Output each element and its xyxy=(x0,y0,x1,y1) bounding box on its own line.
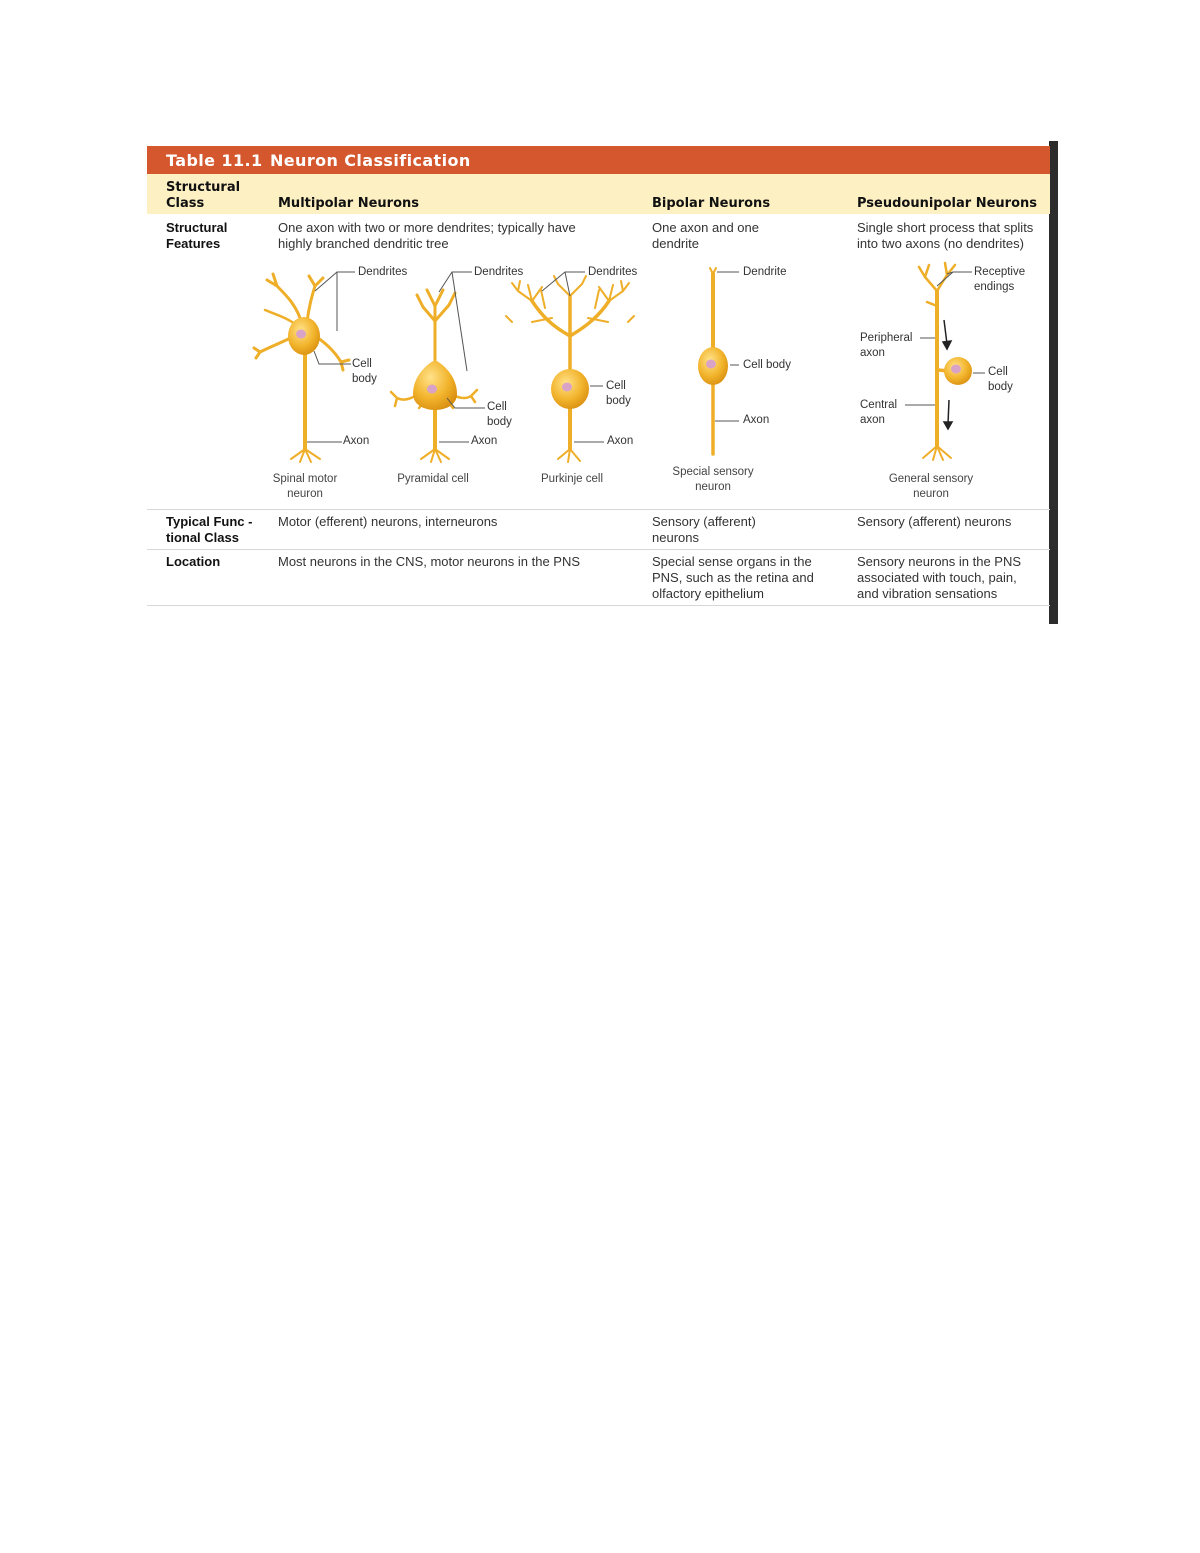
special-sensory-caption: Special sensory neuron xyxy=(672,466,754,493)
pseudounipolar-location: Sensory neurons in the PNS associated with touch, pain, and vibration sensations xyxy=(857,554,1022,601)
spinal-motor-caption: Spinal motor neuron xyxy=(272,473,338,500)
peripheral-axon-label: Peripheral axon xyxy=(860,332,913,359)
general-sensory-caption: General sensory neuron xyxy=(888,473,974,500)
bipolar-location: Special sense organs in the PNS, such as the retina and olfactory epithelium xyxy=(652,554,814,601)
purkinje-dendrites-label: Dendrites xyxy=(588,266,638,278)
central-axon-label: Central axon xyxy=(860,399,898,426)
pseudounipolar-header: Pseudounipolar Neurons xyxy=(857,196,1038,211)
pseudounipolar-features: Single short process that splits into two axons (no dendrites) xyxy=(857,220,1034,251)
structural-features-label: Structural Features xyxy=(166,220,228,251)
structural-class-label: Structural Class xyxy=(166,180,241,211)
pyramidal-caption: Pyramidal cell xyxy=(397,473,469,485)
receptive-endings-label: Receptive endings xyxy=(974,266,1026,293)
pseudounipolar-cell-body-label: Cell body xyxy=(988,366,1013,393)
multipolar-location: Most neurons in the CNS, motor neurons in the PNS xyxy=(278,554,581,569)
bipolar-function: Sensory (afferent) neurons xyxy=(652,514,756,545)
row-divider xyxy=(147,509,1050,510)
neuron-illustrations xyxy=(147,146,1050,506)
bipolar-dendrite-label: Dendrite xyxy=(743,266,787,278)
multipolar-features: One axon with two or more dendrites; typically have highly branched dendritic tree xyxy=(278,220,576,251)
right-edge-bar xyxy=(1049,141,1058,624)
purkinje-caption: Purkinje cell xyxy=(541,473,603,485)
bipolar-features: One axon and one dendrite xyxy=(652,220,759,251)
spinal-motor-neuron-drawing xyxy=(254,274,349,462)
bipolar-axon-label: Axon xyxy=(743,414,770,426)
table-title: Neuron Classification xyxy=(270,151,471,170)
multipolar-function: Motor (efferent) neurons, interneurons xyxy=(278,514,498,529)
table-bottom-rule xyxy=(147,605,1050,606)
purkinje-cell-body-label: Cell body xyxy=(606,380,631,407)
location-label: Location xyxy=(166,554,221,569)
table-number: Table 11.1 xyxy=(166,151,263,170)
spinal-axon-label: Axon xyxy=(343,435,370,447)
multipolar-header: Multipolar Neurons xyxy=(278,196,420,211)
pyramidal-cell-body-label: Cell body xyxy=(487,401,512,428)
pseudounipolar-function: Sensory (afferent) neurons xyxy=(857,514,1012,529)
row-divider xyxy=(147,549,1050,550)
spinal-dendrites-label: Dendrites xyxy=(358,266,408,278)
spinal-cell-body-label: Cell body xyxy=(352,358,377,385)
bipolar-header: Bipolar Neurons xyxy=(652,196,771,211)
pyramidal-axon-label: Axon xyxy=(471,435,498,447)
pyramidal-dendrites-label: Dendrites xyxy=(474,266,524,278)
bipolar-cell-body-label: Cell body xyxy=(743,359,791,371)
neuron-classification-table xyxy=(147,146,1050,624)
functional-class-label: Typical Func - tional Class xyxy=(166,514,253,545)
purkinje-axon-label: Axon xyxy=(607,435,634,447)
